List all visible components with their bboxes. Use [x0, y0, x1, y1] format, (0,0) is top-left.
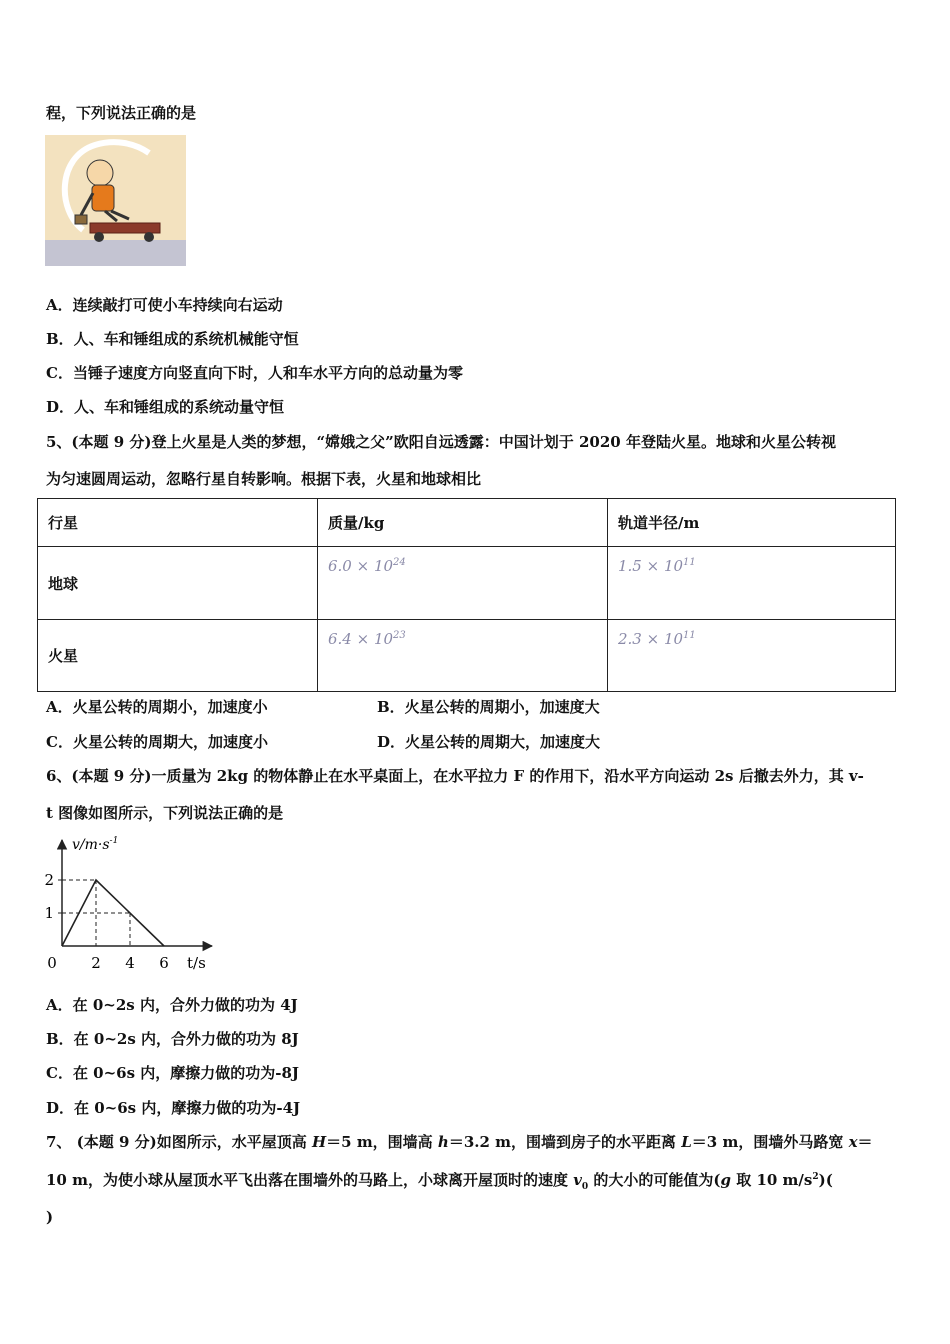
q7-stem-line1: 7、 (本题 9 分)如图所示，水平屋顶高 H＝5 m，围墙高 h＝3.2 m，围墙到房子的水平距离 L＝3 m，围墙外马路宽 x＝: [46, 1133, 873, 1151]
v-t-graph: [44, 832, 224, 974]
x-tick-label: 2: [91, 954, 101, 972]
header-planet: 行星: [38, 499, 318, 547]
q4-option-a: A．连续敲打可使小车持续向右运动: [46, 296, 283, 314]
mars-radius: $2.3 \times 10^{11}$: [608, 620, 896, 692]
q5-option-d: D．火星公转的周期大，加速度大: [377, 733, 601, 751]
q6-option-a: A．在 0~2s 内，合外力做的功为 4J: [46, 996, 298, 1014]
table-header-row: [38, 499, 896, 547]
x-tick-label: 6: [159, 954, 169, 972]
q6-stem-line1: 6、(本题 9 分)一质量为 2kg 的物体静止在水平桌面上，在水平拉力 F 的作用下，沿水平方向运动 2s 后撤去外力，其 v-: [46, 767, 864, 785]
q4-option-b: B．人、车和锤组成的系统机械能守恒: [46, 330, 299, 348]
boy-hammer-cart-illustration: [45, 135, 186, 266]
y-axis-label: $v/m\cdot s^{-1}$: [72, 836, 119, 853]
header-mass: 质量/kg: [318, 499, 608, 547]
q5-stem-line1: 5、(本题 9 分)登上火星是人类的梦想，“嫦娥之父”欧阳自远透露：中国计划于 2020 年登陆火星。地球和火星公转视: [46, 433, 836, 451]
header-radius: 轨道半径/m: [608, 499, 896, 547]
earth-mass: $6.0 \times 10^{24}$: [318, 547, 608, 620]
q4-option-c: C．当锤子速度方向竖直向下时，人和车水平方向的总动量为零: [46, 364, 463, 382]
mars-name: 火星: [38, 620, 318, 692]
x-tick-label: 0: [47, 954, 57, 972]
q5-option-a: A．火星公转的周期小，加速度小: [46, 698, 268, 716]
q5-option-c: C．火星公转的周期大，加速度小: [46, 733, 268, 751]
q7-stem-line3: ): [46, 1208, 54, 1226]
q5-option-b: B．火星公转的周期小，加速度大: [377, 698, 600, 716]
q5-stem-line2: 为匀速圆周运动，忽略行星自转影响。根据下表，火星和地球相比: [46, 470, 482, 488]
y-tick-label: 1: [44, 904, 54, 922]
q6-option-d: D．在 0~6s 内，摩擦力做的功为-4J: [46, 1099, 301, 1117]
earth-name: 地球: [38, 547, 318, 620]
x-tick-label: 4: [125, 954, 135, 972]
q6-option-b: B．在 0~2s 内，合外力做的功为 8J: [46, 1030, 299, 1048]
q4-intro: 程，下列说法正确的是: [46, 104, 197, 122]
planet-data-table: [37, 498, 896, 692]
x-axis-label: t/s: [187, 954, 206, 972]
earth-radius: $1.5 \times 10^{11}$: [608, 547, 896, 620]
mars-mass: $6.4 \times 10^{23}$: [318, 620, 608, 692]
q7-stem-line2: 10 m，为使小球从屋顶水平飞出落在围墙外的马路上，小球离开屋顶时的速度 $v_0$ 的大小的可能值为(g 取 10 $m/s^2$)(: [46, 1171, 833, 1192]
q6-stem-line2: t 图像如图所示，下列说法正确的是: [46, 804, 284, 822]
table-row: [38, 547, 896, 620]
table-row: [38, 620, 896, 692]
y-tick-label: 2: [44, 871, 54, 889]
q6-option-c: C．在 0~6s 内，摩擦力做的功为-8J: [46, 1064, 300, 1082]
q4-option-d: D．人、车和锤组成的系统动量守恒: [46, 398, 285, 416]
